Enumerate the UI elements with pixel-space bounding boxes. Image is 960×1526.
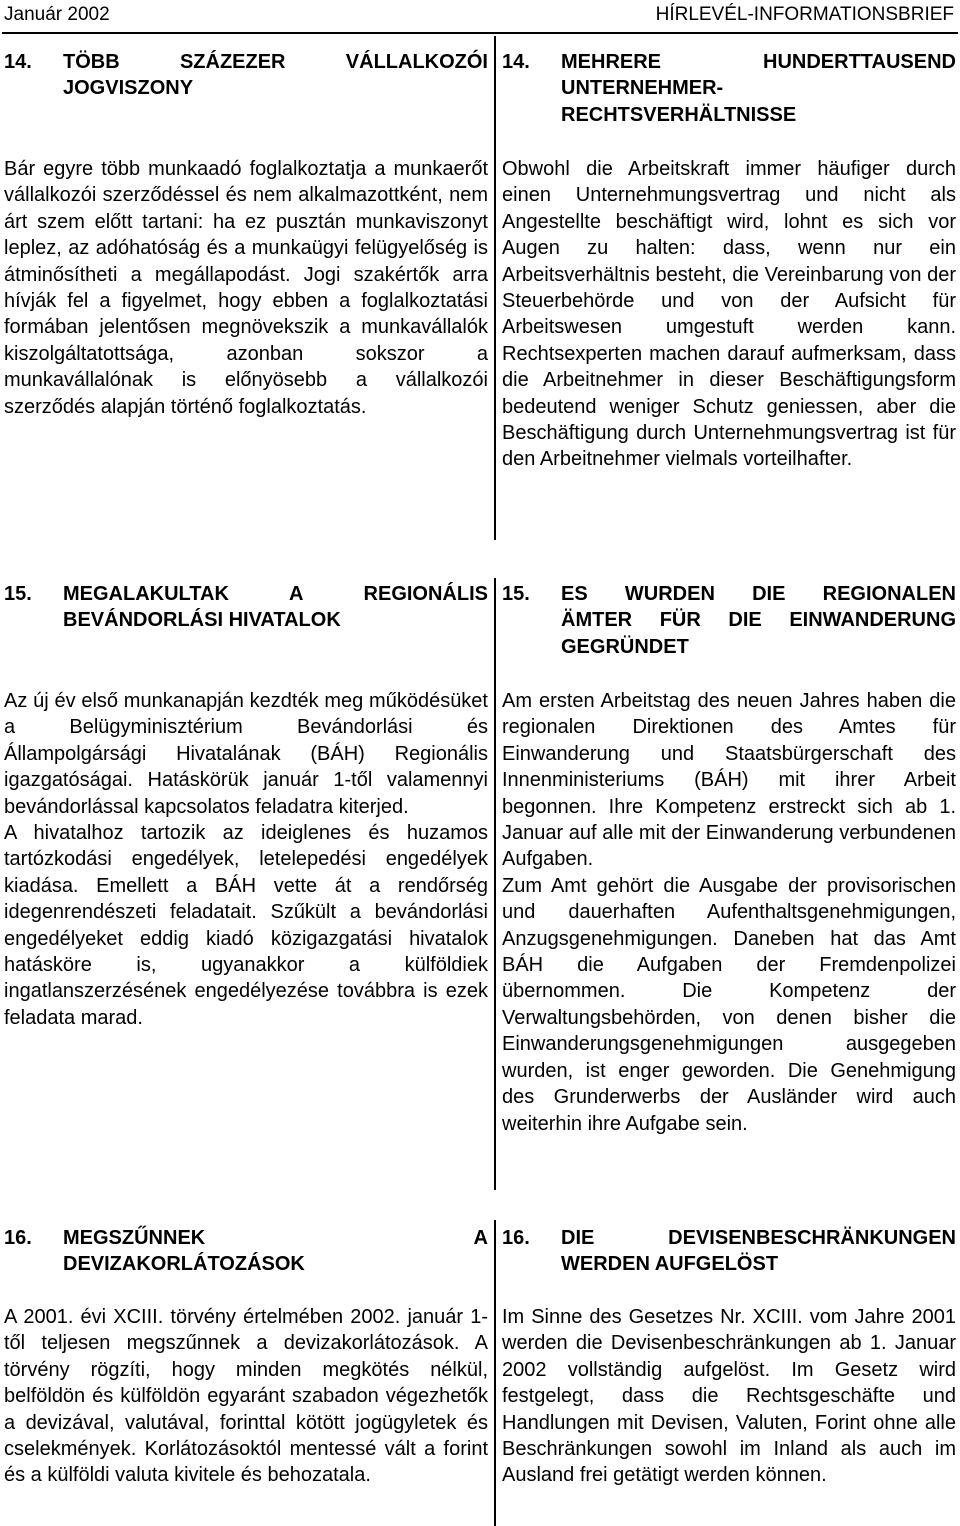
section-16-hu-body <box>4 1304 488 1489</box>
paragraph: Am ersten Arbeitstag des neuen Jahres haben die regionalen Direktionen des Amtes für Einwanderung und Staatsbürgerschaft des Innenministeriums (BÁH) mit ihrer Arbeit begonnen. Ihre Kompetenz erstreckt sich ab 1. Januar auf alle mit der Einwanderung verbundenen Aufgaben. <box>502 690 956 871</box>
section-15-hu-heading <box>4 581 488 634</box>
section-14-de-heading <box>502 49 956 128</box>
section-16-de-body <box>502 1304 956 1489</box>
header-newsletter-title: HÍRLEVÉL-INFORMATIONSBRIEF <box>655 4 954 25</box>
heading-line: MEGSZŰNNEK A <box>63 1227 488 1249</box>
heading-line: JOGVISZONY <box>63 77 194 100</box>
heading-line: ES WURDEN DIE REGIONALEN <box>561 583 956 605</box>
section-14-hu-body <box>4 156 488 420</box>
section-16-de-heading <box>502 1225 956 1278</box>
section-15-hu-body <box>4 688 488 1031</box>
heading-line: DIE DEVISENBESCHRÄNKUNGEN <box>561 1227 956 1249</box>
heading-line: ÄMTER FÜR DIE EINWANDERUNG <box>561 609 956 632</box>
paragraph: Zum Amt gehört die Ausgabe der provisorischen und dauerhaften Aufenthaltsgenehmigungen, Anzugsgenehmigungen. Daneben hat das Amt BÁH die Aufgaben der Fremdenpolizei übernommen. Die Kompetenz der Verwaltungsbehörden, von denen bisher die Einwanderungsgenehmigungen ausgegeben wurden, ist enger geworden. Die Genehmigung des Grunderwerbs der Ausländer wird auch weiterhin ihre Aufgabe sein. <box>502 874 956 1135</box>
section-number: 14. <box>502 51 530 73</box>
paragraph: Im Sinne des Gesetzes Nr. XCIII. vom Jahre 2001 werden die Devisenbeschränkungen ab 1. Januar 2002 vollständig aufgelöst. Im Gesetz wird festgelegt, dass die Rechtsgeschäfte und Handlungen mit Devisen, Valuten, Forint ohne alle Beschränkungen sowohl im Inland als auch im Ausland frei getätigt werden können. <box>502 1306 956 1487</box>
paragraph: A hivatalhoz tartozik az ideiglenes és huzamos tartózkodási engedélyek, letelepedési engedélyek kiadása. Emellett a BÁH vette át a rendőrség idegenrendészeti feladatait. Szűkült a bevándorlási engedélyeket eddig kiadó közigazgatási hivatalok hatásköre is, ugyanakkor a külföldiek ingatlanszerzésének engedélyezése továbbra is ezek feladata marad. <box>4 822 488 1029</box>
section-16-hu-heading <box>4 1225 488 1278</box>
heading-line: BEVÁNDORLÁSI HIVATALOK <box>63 609 341 632</box>
header-date: Január 2002 <box>4 4 110 25</box>
section-number: 15. <box>502 583 530 605</box>
heading-line: GEGRÜNDET <box>561 635 689 658</box>
section-number: 15. <box>4 583 32 605</box>
column-divider <box>494 36 496 540</box>
heading-line: RECHTSVERHÄLTNISSE <box>561 103 797 126</box>
paragraph: A 2001. évi XCIII. törvény értelmében 2002. január 1-től teljesen megszűnnek a devizakorlátozások. A törvény rögzíti, hogy minden megkötés nélkül, belföldön és külföldön egyaránt szabadon végezhetők a devizával, valutával, forinttal kötött jogügyletek és cselekmények. Korlátozásoktól mentessé vált a forint és a külföldi valuta kivitele és behozatala. <box>4 1306 488 1487</box>
section-14-hu-heading <box>4 49 488 102</box>
header-divider <box>2 32 958 34</box>
section-14-de-body <box>502 156 956 473</box>
column-divider <box>494 578 496 1190</box>
heading-line: MEHRERE HUNDERTTAUSEND <box>561 51 956 73</box>
column-divider <box>494 1220 496 1526</box>
section-15-de-body <box>502 688 956 1137</box>
heading-line: UNTERNEHMER- <box>561 77 724 100</box>
paragraph: Obwohl die Arbeitskraft immer häufiger durch einen Unternehmungsvertrag und nicht als Angestellte beschäftigt wird, lohnt es sich vor Augen zu halten: dass, wenn nur ein Arbeitsverhältnis besteht, die Vereinbarung von der Steuerbehörde und von der Aufsicht für Arbeitswesen umgestuft werden kann. Rechtsexperten machen darauf aufmerksam, dass die Arbeitnehmer in dieser Beschäftigungsform bedeutend weniger Schutz geniessen, aber die Beschäftigung durch Unternehmungsvertrag ist für den Arbeitnehmer vielmals vorteilhafter. <box>502 158 956 471</box>
section-15-de-heading <box>502 581 956 660</box>
paragraph: Bár egyre több munkaadó foglalkoztatja a munkaerőt vállalkozói szerződéssel és nem alkalmazottként, nem árt szem előtt tartani: ha ez pusztán munkaviszonyt leplez, az adóhatóság és a munkaügyi felügyelőség is átminősítheti a megállapodást. Jogi szakértők arra hívják fel a figyelmet, hogy ebben a foglalkoztatási formában jelentősen megnövekszik a munkavállalók kiszolgáltatottsága, azonban sokszor a munkavállalónak is előnyösebb a vállalkozói szerződés alapján történő foglalkoztatás. <box>4 158 488 418</box>
heading-line: MEGALAKULTAK A REGIONÁLIS <box>63 583 488 605</box>
section-number: 16. <box>502 1227 530 1249</box>
page-header <box>4 2 954 28</box>
heading-line: TÖBB SZÁZEZER VÁLLALKOZÓI <box>63 51 488 73</box>
paragraph: Az új év első munkanapján kezdték meg működésüket a Belügyminisztérium Bevándorlási és Állampolgársági Hivatalának (BÁH) Regionális igazgatóságai. Hatáskörük január 1-től valamennyi bevándorlással kapcsolatos feladatra kiterjed. <box>4 690 488 818</box>
section-number: 14. <box>4 51 32 73</box>
section-number: 16. <box>4 1227 32 1249</box>
heading-line: WERDEN AUFGELÖST <box>561 1253 779 1276</box>
heading-line: DEVIZAKORLÁTOZÁSOK <box>63 1253 305 1276</box>
